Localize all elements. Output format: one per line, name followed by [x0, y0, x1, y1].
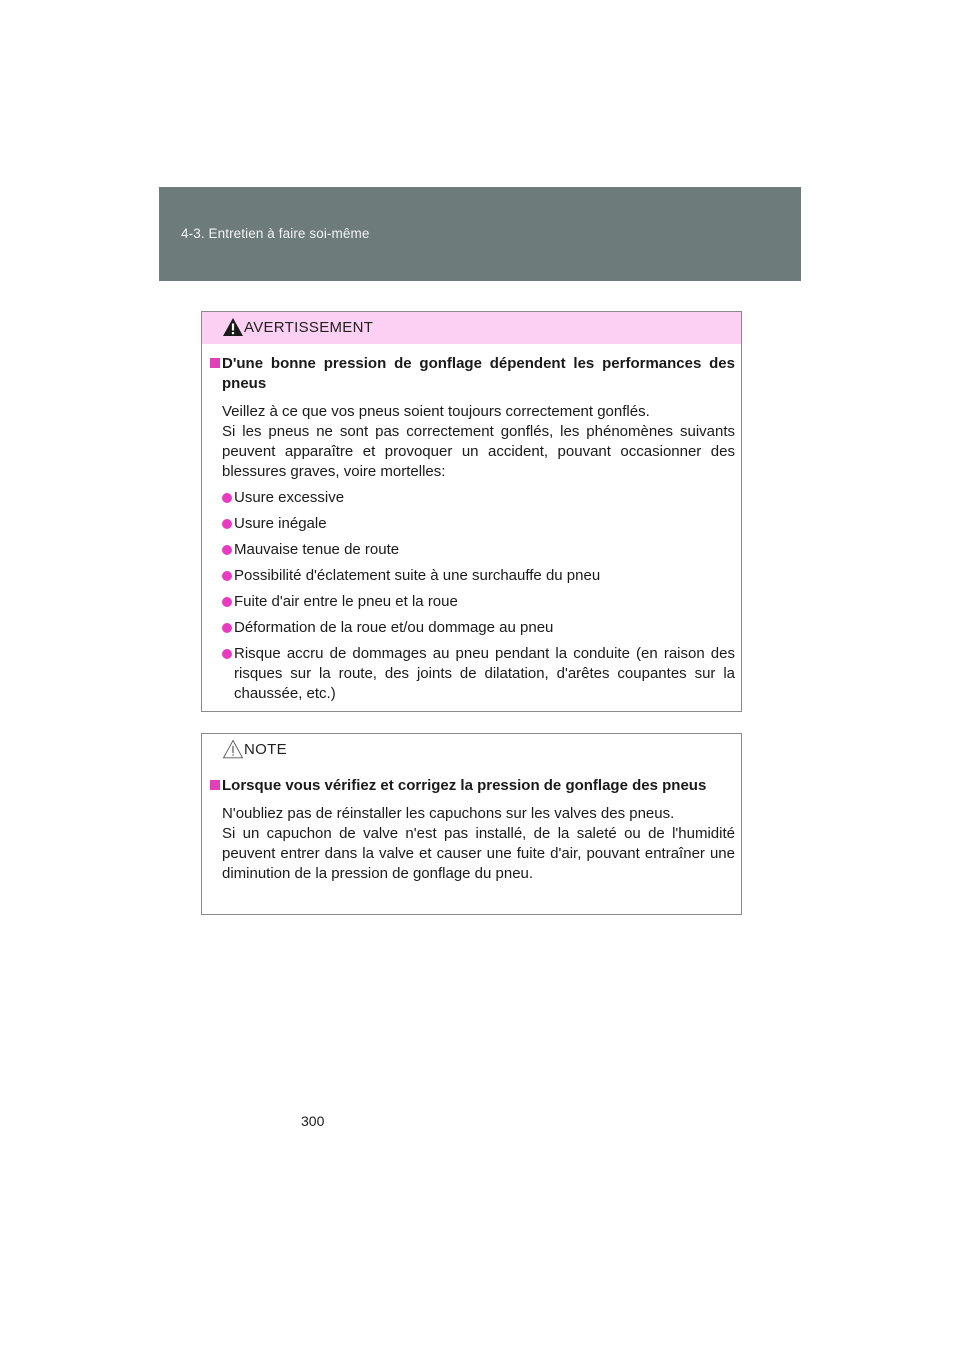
note-box [201, 733, 742, 915]
list-item: Fuite d'air entre le pneu et la roue [222, 592, 735, 612]
note-box-header [202, 734, 741, 766]
warning-list [210, 488, 735, 704]
warning-box [201, 311, 742, 712]
caution-outline-triangle-icon [222, 739, 244, 759]
warning-para-1: Veillez à ce que vos pneus soient toujours correctement gonflés. [222, 403, 650, 420]
circle-bullet-icon [222, 519, 232, 529]
warning-body [202, 344, 741, 704]
square-bullet-icon [210, 780, 220, 790]
warning-paragraph [210, 402, 735, 482]
warning-subhead-text: D'une bonne pression de gonflage dépendent les performances des pneus [222, 355, 735, 392]
list-item: Possibilité d'éclatement suite à une surchauffe du pneu [222, 566, 735, 586]
note-para-2: Si un capuchon de valve n'est pas installé, de la saleté ou de l'humidité peuvent entrer dans la valve et causer une fuite d'air, pouvant entraîner une diminution de la pression de gonflage du pneu. [222, 825, 735, 882]
circle-bullet-icon [222, 623, 232, 633]
circle-bullet-icon [222, 571, 232, 581]
note-body [202, 766, 741, 884]
warning-triangle-icon [222, 317, 244, 337]
note-paragraph [210, 804, 735, 884]
note-subhead [210, 776, 735, 796]
list-item: Usure inégale [222, 514, 735, 534]
section-title: 4-3. Entretien à faire soi-même [181, 226, 370, 241]
list-item: Mauvaise tenue de route [222, 540, 735, 560]
square-bullet-icon [210, 358, 220, 368]
warning-label: AVERTISSEMENT [244, 319, 374, 336]
page-number: 300 [301, 1113, 325, 1129]
circle-bullet-icon [222, 545, 232, 555]
note-label: NOTE [244, 741, 287, 758]
note-subhead-text: Lorsque vous vérifiez et corrigez la pression de gonflage des pneus [222, 777, 707, 794]
note-para-1: N'oubliez pas de réinstaller les capuchons sur les valves des pneus. [222, 805, 675, 822]
circle-bullet-icon [222, 493, 232, 503]
warning-subhead [210, 354, 735, 394]
list-item: Usure excessive [222, 488, 735, 508]
circle-bullet-icon [222, 649, 232, 659]
list-item: Déformation de la roue et/ou dommage au pneu [222, 618, 735, 638]
circle-bullet-icon [222, 597, 232, 607]
list-item: Risque accru de dommages au pneu pendant la conduite (en raison des risques sur la route, des joints de dilatation, d'arêtes coupantes sur la chaussée, etc.) [222, 644, 735, 704]
warning-box-header [202, 312, 741, 344]
section-header-band [159, 187, 801, 281]
warning-para-2: Si les pneus ne sont pas correctement gonflés, les phénomènes suivants peuvent apparaître et provoquer un accident, pouvant occasionner des blessures graves, voire mortelles: [222, 423, 735, 480]
